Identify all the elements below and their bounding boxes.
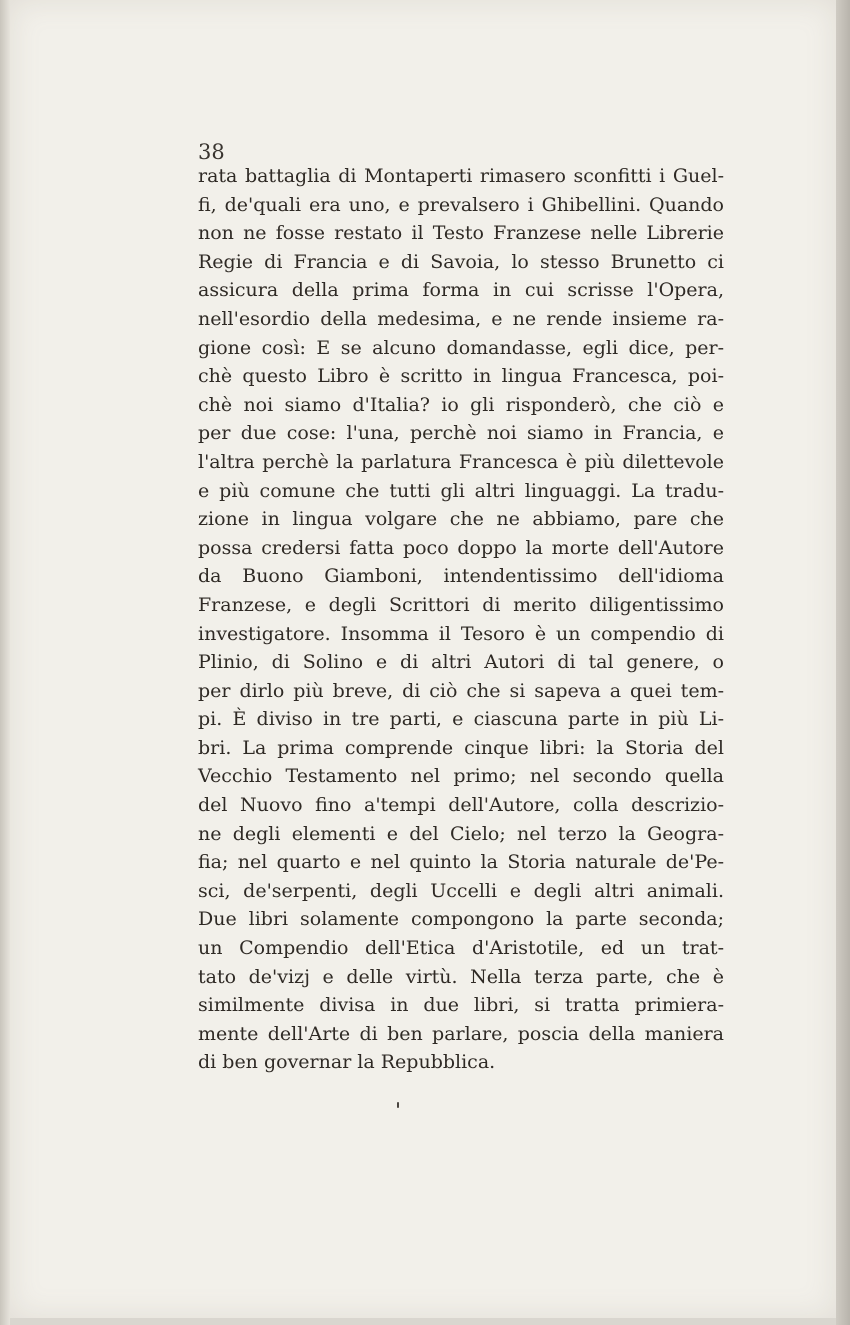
text-line: Due libri solamente compongono la parte seconda; (198, 908, 724, 931)
text-line: investigatore. Insomma il Tesoro è un compendio di (198, 622, 724, 645)
text-line: gione così: E se alcuno domandasse, egli dice, per- (198, 336, 724, 359)
page-number: 38 (198, 140, 225, 164)
text-line: ne degli elementi e del Cielo; nel terzo la Geogra- (198, 822, 724, 845)
text-line-final: di ben governar la Repubblica. (198, 1051, 496, 1074)
text-line: possa credersi fatta poco doppo la morte dell'Autore (198, 536, 724, 559)
text-line: similmente divisa in due libri, si tratta primiera- (198, 994, 724, 1017)
page-right-edge (836, 0, 850, 1325)
body-text (198, 162, 724, 1077)
text-line: e più comune che tutti gli altri linguaggi. La tradu- (198, 479, 724, 502)
ink-mark (397, 1102, 399, 1108)
text-line: chè noi siamo d'Italia? io gli risponderò, che ciò e (198, 393, 724, 416)
text-line: Regie di Francia e di Savoia, lo stesso Brunetto ci (198, 250, 724, 273)
text-line: nell'esordio della medesima, e ne rende insieme ra- (198, 307, 724, 330)
text-line: pi. È diviso in tre parti, e ciascuna parte in più Li- (198, 708, 724, 731)
text-line: l'altra perchè la parlatura Francesca è più dilettevole (198, 450, 724, 473)
text-line: Franzese, e degli Scrittori di merito diligentissimo (198, 593, 724, 616)
text-line: assicura della prima forma in cui scrisse l'Opera, (198, 279, 724, 302)
text-line: non ne fosse restato il Testo Franzese nelle Librerie (198, 222, 724, 245)
text-line: zione in lingua volgare che ne abbiamo, pare che (198, 508, 724, 531)
text-line: mente dell'Arte di ben parlare, poscia della maniera (198, 1022, 724, 1045)
text-line: per due cose: l'una, perchè noi siamo in Francia, e (198, 422, 724, 445)
text-line: sci, de'serpenti, degli Uccelli e degli altri animali. (198, 879, 724, 902)
text-line: rata battaglia di Montaperti rimasero sconfitti i Guel- (198, 165, 724, 187)
page-left-edge (0, 0, 10, 1325)
text-line: Vecchio Testamento nel primo; nel secondo quella (198, 765, 724, 788)
text-line: un Compendio dell'Etica d'Aristotile, ed un trat- (198, 937, 724, 960)
text-line: chè questo Libro è scritto in lingua Francesca, poi- (198, 365, 724, 388)
text-line: fi, de'quali era uno, e prevalsero i Ghibellini. Quando (198, 193, 724, 216)
text-line: bri. La prima comprende cinque libri: la Storia del (198, 736, 724, 759)
text-line: per dirlo più breve, di ciò che si sapeva a quei tem- (198, 679, 724, 702)
text-line: del Nuovo fino a'tempi dell'Autore, colla descrizio- (198, 794, 724, 817)
text-line: da Buono Giamboni, intendentissimo dell'idioma (198, 565, 724, 588)
text-line: fia; nel quarto e nel quinto la Storia naturale de'Pe- (198, 851, 724, 874)
text-line: Plinio, di Solino e di altri Autori di tal genere, o (198, 651, 724, 674)
text-line: tato de'vizj e delle virtù. Nella terza parte, che è (198, 965, 724, 988)
